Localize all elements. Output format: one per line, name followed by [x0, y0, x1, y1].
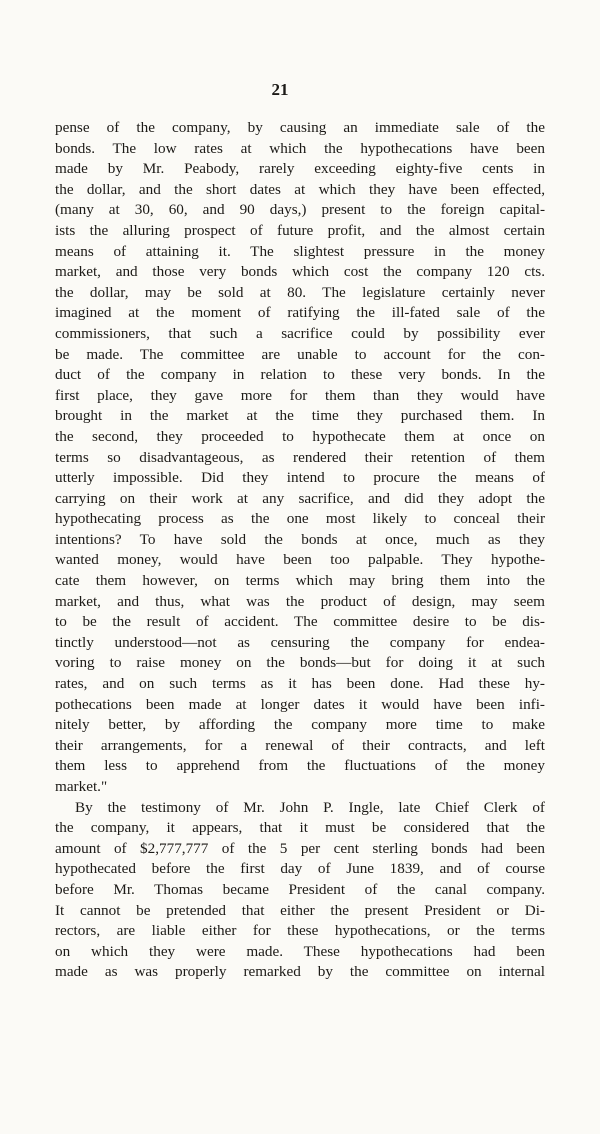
page-number: 21 [271, 80, 289, 99]
text-line: amount of $2,777,777 of the 5 per cent sterling bonds had been [55, 839, 545, 857]
text-line: tinctly understood—not as censuring the company for endea- [55, 633, 545, 651]
text-line: made as was properly remarked by the committee on internal [55, 963, 545, 981]
text-line: wanted money, would have been too palpable. They hypothe- [55, 551, 545, 569]
text-line: imagined at the moment of ratifying the ill-fated sale of the [55, 304, 545, 322]
text-line: voring to raise money on the bonds—but for doing it at such [55, 654, 545, 672]
text-line: hypothecated before the first day of June 1839, and of course [55, 860, 545, 878]
text-line: rates, and on such terms as it has been done. Had these hy- [55, 675, 545, 693]
text-line: the dollar, and the short dates at which they have been effected, [55, 180, 545, 198]
text-line: ists the alluring prospect of future profit, and the almost certain [55, 221, 545, 239]
text-line: made by Mr. Peabody, rarely exceeding eighty-five cents in [55, 160, 545, 178]
text-line: utterly impossible. Did they intend to procure the means of [55, 469, 545, 487]
text-line: (many at 30, 60, and 90 days,) present to the foreign capital- [55, 201, 545, 219]
text-line: their arrangements, for a renewal of their contracts, and left [55, 736, 545, 754]
text-line: hypothecating process as the one most likely to conceal their [55, 510, 545, 528]
text-line: on which they were made. These hypothecations had been [55, 942, 545, 960]
text-line: the dollar, may be sold at 80. The legislature certainly never [55, 283, 545, 301]
text-line: commissioners, that such a sacrifice could by possibility ever [55, 324, 545, 342]
text-line: before Mr. Thomas became President of the canal company. [55, 880, 545, 898]
body-text [55, 118, 545, 983]
text-line: means of attaining it. The slightest pressure in the money [55, 242, 545, 260]
text-line: rectors, are liable either for these hypothecations, or the terms [55, 922, 545, 940]
text-line: first place, they gave more for them than they would have [55, 386, 545, 404]
text-line: the second, they proceeded to hypothecate them at once on [55, 427, 545, 445]
text-line: cate them however, on terms which may bring them into the [55, 572, 545, 590]
text-line: It cannot be pretended that either the present President or Di- [55, 901, 545, 919]
text-line: By the testimony of Mr. John P. Ingle, late Chief Clerk of [75, 798, 545, 816]
text-line: brought in the market at the time they purchased them. In [55, 407, 545, 425]
text-line: market." [55, 778, 108, 795]
text-line: the company, it appears, that it must be considered that the [55, 819, 545, 837]
text-line: to be the result of accident. The committee desire to be dis- [55, 613, 545, 631]
text-line: bonds. The low rates at which the hypothecations have been [55, 139, 545, 157]
text-line: pothecations been made at longer dates it would have been infi- [55, 695, 545, 713]
text-line: them less to apprehend from the fluctuations of the money [55, 757, 545, 775]
text-line: duct of the company in relation to these very bonds. In the [55, 366, 545, 384]
text-line: nitely better, by affording the company more time to make [55, 716, 545, 734]
text-line: terms so disadvantageous, as rendered their retention of them [55, 448, 545, 466]
text-line: market, and those very bonds which cost the company 120 cts. [55, 263, 545, 281]
text-line: intentions? To have sold the bonds at once, much as they [55, 530, 545, 548]
text-line: carrying on their work at any sacrifice, and did they adopt the [55, 489, 545, 507]
text-line: pense of the company, by causing an immediate sale of the [55, 119, 545, 136]
text-line: be made. The committee are unable to account for the con- [55, 345, 545, 363]
text-line: market, and thus, what was the product of design, may seem [55, 592, 545, 610]
